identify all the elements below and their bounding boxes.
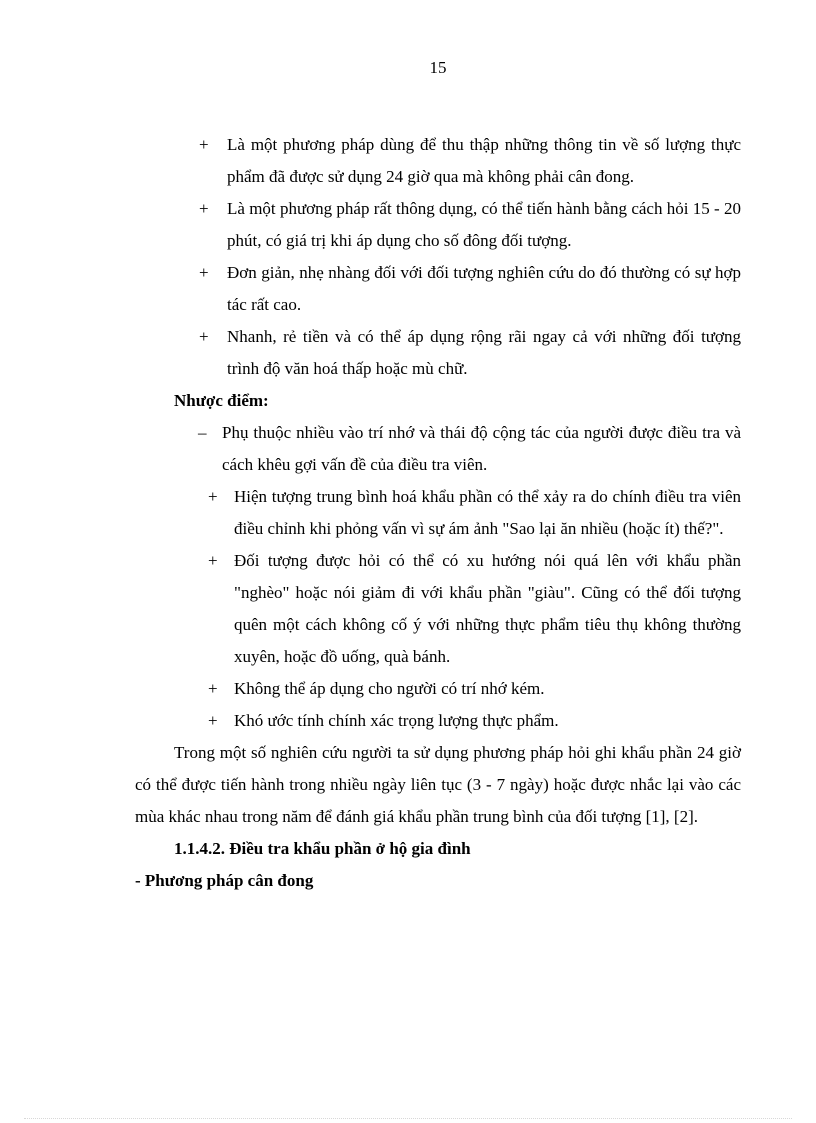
bullet-marker: + bbox=[208, 711, 218, 730]
advantage-text: Là một phương pháp rất thông dụng, có thể tiến hành bằng cách hỏi 15 - 20 phút, có giá trị khi áp dụng cho số đông đối tượng. bbox=[227, 199, 741, 250]
disadvantages-heading: Nhược điểm: bbox=[174, 391, 269, 410]
disadvantage-text: Không thể áp dụng cho người có trí nhớ kém. bbox=[234, 679, 545, 698]
disadvantage-text: Đối tượng được hỏi có thể có xu hướng nói quá lên với khẩu phần "nghèo" hoặc nói giảm đi với khẩu phần "giàu". Cũng có thể đối tượng quên một cách không cố ý với những thực phẩm tiêu thụ không thường xuyên, hoặc đồ uống, quà bánh. bbox=[234, 551, 741, 666]
disadvantage-main-text: Phụ thuộc nhiều vào trí nhớ và thái độ cộng tác của người được điều tra và cách khêu gợi vấn đề của điều tra viên. bbox=[222, 423, 741, 474]
bullet-marker: + bbox=[199, 327, 209, 346]
disadvantage-item bbox=[208, 705, 741, 737]
disadvantage-item bbox=[208, 673, 741, 705]
advantage-item bbox=[199, 257, 741, 321]
section-title: 1.1.4.2. Điều tra khẩu phần ở hộ gia đình bbox=[174, 839, 471, 858]
advantage-text: Đơn giản, nhẹ nhàng đối với đối tượng nghiên cứu do đó thường có sự hợp tác rất cao. bbox=[227, 263, 741, 314]
advantage-item bbox=[199, 193, 741, 257]
bullet-marker: + bbox=[208, 679, 218, 698]
advantage-text: Nhanh, rẻ tiền và có thể áp dụng rộng rãi ngay cả với những đối tượng trình độ văn hoá thấp hoặc mù chữ. bbox=[227, 327, 741, 378]
bullet-marker: + bbox=[208, 487, 218, 506]
advantage-item bbox=[199, 321, 741, 385]
document-body bbox=[0, 129, 816, 897]
disadvantage-text: Hiện tượng trung bình hoá khẩu phần có thể xảy ra do chính điều tra viên điều chỉnh khi phỏng vấn vì sự ám ảnh "Sao lại ăn nhiều (hoặc ít) thế?". bbox=[234, 487, 741, 538]
advantage-text: Là một phương pháp dùng để thu thập những thông tin về số lượng thực phẩm đã được sử dụng 24 giờ qua mà không phải cân đong. bbox=[227, 135, 741, 186]
section-subheading: - Phương pháp cân đong bbox=[135, 871, 314, 890]
body-paragraph: Trong một số nghiên cứu người ta sử dụng phương pháp hỏi ghi khẩu phần 24 giờ có thể được tiến hành trong nhiều ngày liên tục (3 - 7 ngày) hoặc được nhắc lại vào các mùa khác nhau trong năm để đánh giá khẩu phần trung bình của đối tượng [1], [2]. bbox=[135, 743, 741, 826]
page-number: 15 bbox=[429, 58, 447, 77]
disadvantage-main-item bbox=[198, 417, 741, 481]
advantage-item bbox=[199, 129, 741, 193]
disadvantage-item bbox=[208, 481, 741, 545]
dash-marker: – bbox=[198, 423, 207, 442]
bullet-marker: + bbox=[199, 263, 209, 282]
disadvantage-item bbox=[208, 545, 741, 673]
bullet-marker: + bbox=[208, 551, 218, 570]
page-bottom-divider bbox=[24, 1118, 792, 1119]
disadvantage-text: Khó ước tính chính xác trọng lượng thực phẩm. bbox=[234, 711, 559, 730]
bullet-marker: + bbox=[199, 199, 209, 218]
bullet-marker: + bbox=[199, 135, 209, 154]
